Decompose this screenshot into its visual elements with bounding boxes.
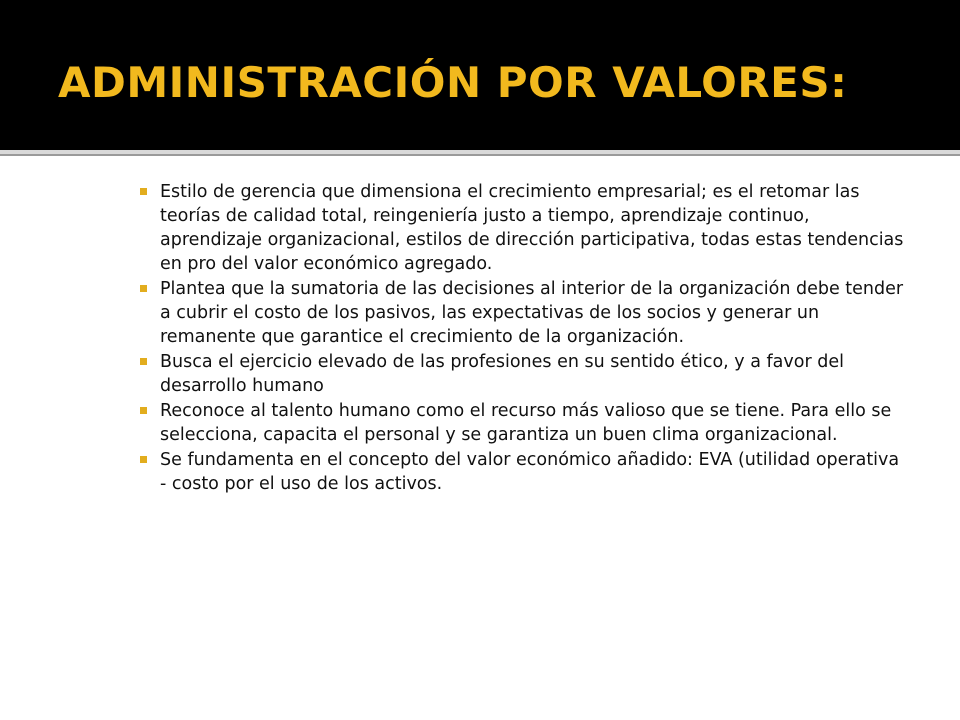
bullet-item — [138, 448, 908, 496]
square-bullet-icon — [140, 285, 147, 292]
bullet-item — [138, 399, 908, 447]
bullet-item — [138, 350, 908, 398]
bullet-text: Estilo de gerencia que dimensiona el crecimiento empresarial; es el retomar las teorías de calidad total, reingeniería justo a tiempo, aprendizaje continuo, aprendizaje organizacional, estilos de dirección participativa, todas estas tendencias en pro del valor económico agregado. — [160, 182, 904, 274]
bullet-text: Plantea que la sumatoria de las decisiones al interior de la organización debe tender a cubrir el costo de los pasivos, las expectativas de los socios y generar un remanente que garantice el crecimiento de la organización. — [160, 279, 904, 347]
square-bullet-icon — [140, 456, 147, 463]
square-bullet-icon — [140, 407, 147, 414]
title-divider-dark — [0, 154, 960, 156]
square-bullet-icon — [140, 358, 147, 365]
square-bullet-icon — [140, 188, 147, 195]
bullet-text: Se fundamenta en el concepto del valor económico añadido: EVA (utilidad operativa - costo por el uso de los activos. — [160, 450, 900, 494]
bullet-item — [138, 277, 908, 349]
bullet-item — [138, 180, 908, 276]
slide-title: ADMINISTRACIÓN POR VALORES: — [58, 58, 848, 107]
title-bar — [0, 0, 960, 150]
bullet-text: Busca el ejercicio elevado de las profesiones en su sentido ético, y a favor del desarrollo humano — [160, 352, 844, 396]
bullet-text: Reconoce al talento humano como el recurso más valioso que se tiene. Para ello se selecciona, capacita el personal y se garantiza un buen clima organizacional. — [160, 401, 892, 445]
bullet-list — [138, 180, 908, 497]
